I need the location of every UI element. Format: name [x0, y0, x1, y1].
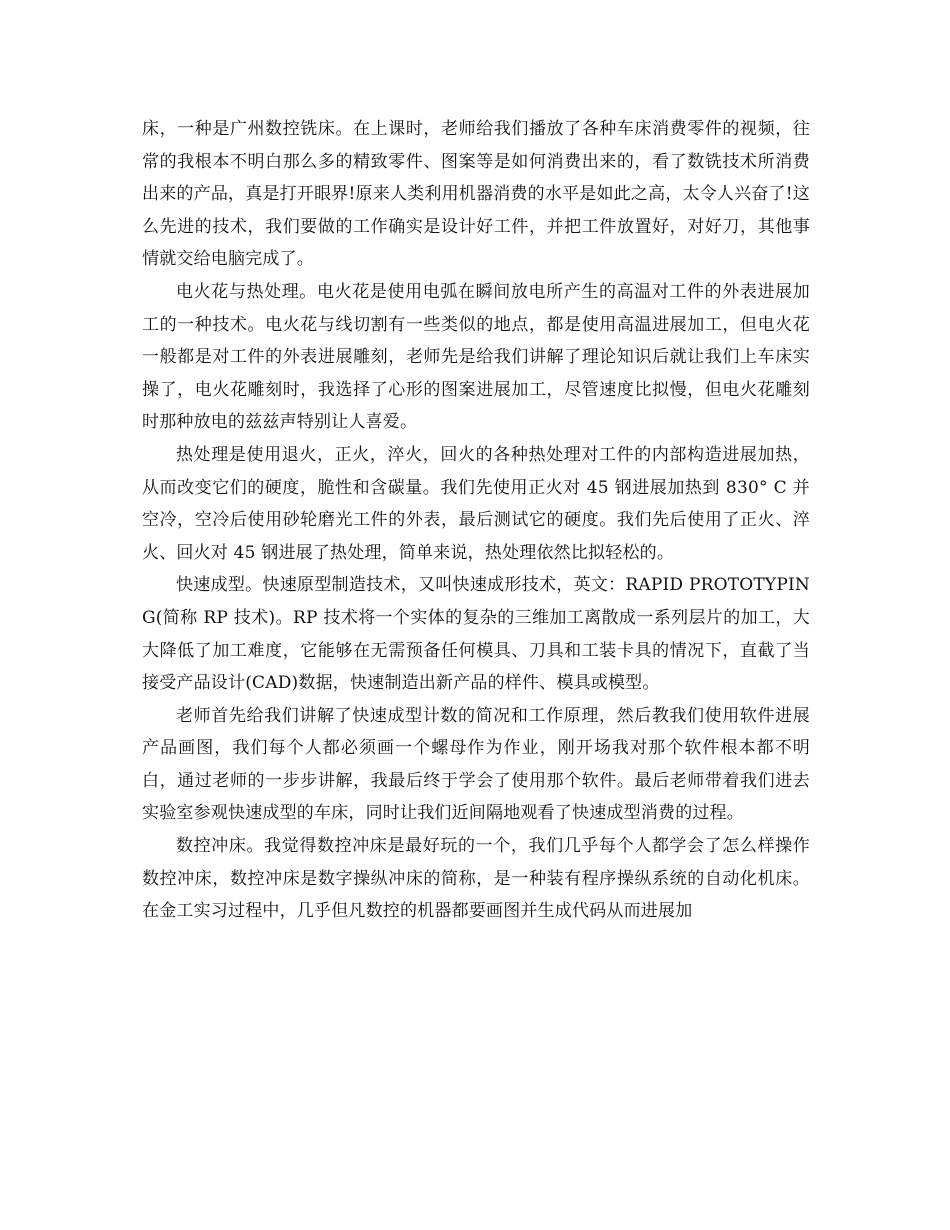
document-body [142, 113, 810, 928]
paragraph-rp-lesson: 老师首先给我们讲解了快速成型计数的简况和工作原理，然后教我们使用软件进展产品画图，我们每个人都必须画一个螺母作为作业，刚开场我对那个软件根本都不明白，通过老师的一步步讲解，我最后终于学会了使用那个软件。最后老师带着我们进去实验室参观快速成型的车床，同时让我们近间隔地观看了快速成型消费的过程。 [142, 705, 810, 824]
paragraph-cnc-punch: 数控冲床。我觉得数控冲床是最好玩的一个，我们几乎每个人都学会了怎么样操作数控冲床，数控冲床是数字操纵冲床的简称，是一种装有程序操纵系统的自动化机床。在金工实习过程中，几乎但凡数控的机器都要画图并生成代码从而进展加 [142, 836, 810, 922]
paragraph-cnc-milling-continuation: 床，一种是广州数控铣床。在上课时，老师给我们播放了各种车床消费零件的视频，往常的我根本不明白那么多的精致零件、图案等是如何消费出来的，看了数铣技术所消费出来的产品，真是打开眼界!原来人类利用机器消费的水平是如此之高，太令人兴奋了!这么先进的技术，我们要做的工作确实是设计好工件，并把工件放置好，对好刀，其他事情就交给电脑完成了。 [142, 119, 810, 270]
paragraph-rapid-prototyping: 快速成型。快速原型制造技术，又叫快速成形技术，英文：RAPID PROTOTYPING(简称 RP 技术)。RP 技术将一个实体的复杂的三维加工离散成一系列层片的加工，大大降低了加工难度，它能够在无需预备任何模具、刀具和工装卡具的情况下，直截了当接受产品设计(CAD)数据，快速制造出新产品的样件、模具或模型。 [142, 575, 810, 694]
paragraph-heat-treatment: 热处理是使用退火，正火，淬火，回火的各种热处理对工件的内部构造进展加热，从而改变它们的硬度，脆性和含碳量。我们先使用正火对 45 钢进展加热到 830° C 并空冷，空冷后使用砂轮磨光工件的外表，最后测试它的硬度。我们先后使用了正火、淬火、回火对 45 钢进展了热处理，简单来说，热处理依然比拟轻松的。 [142, 444, 810, 563]
paragraph-edm: 电火花与热处理。电火花是使用电弧在瞬间放电所产生的高温对工件的外表进展加工的一种技术。电火花与线切割有一些类似的地点，都是使用高温进展加工，但电火花一般都是对工件的外表进展雕刻，老师先是给我们讲解了理论知识后就让我们上车床实操了，电火花雕刻时，我选择了心形的图案进展加工，尽管速度比拟慢，但电火花雕刻时那种放电的兹兹声特别让人喜爱。 [142, 281, 810, 433]
